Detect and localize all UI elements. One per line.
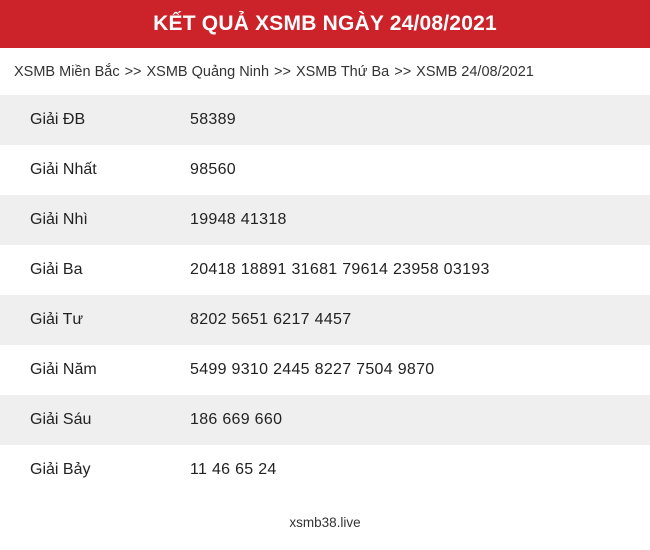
table-row xyxy=(0,195,650,245)
site-name: xsmb38.live xyxy=(289,515,361,530)
prize-numbers: 8202 5651 6217 4457 xyxy=(190,311,352,328)
prize-label: Giải Sáu xyxy=(30,411,92,428)
prize-numbers: 98560 xyxy=(190,161,236,178)
prize-label: Giải Nhì xyxy=(30,211,88,228)
prize-numbers: 19948 41318 xyxy=(190,211,287,228)
prize-label: Giải Tư xyxy=(30,311,84,328)
table-row xyxy=(0,395,650,445)
prize-label: Giải Nhất xyxy=(30,161,97,178)
breadcrumb-item-3[interactable]: XSMB 24/08/2021 xyxy=(416,63,534,80)
prize-numbers: 20418 18891 31681 79614 23958 03193 xyxy=(190,261,490,278)
prize-numbers: 5499 9310 2445 8227 7504 9870 xyxy=(190,361,435,378)
prize-label: Giải Ba xyxy=(30,261,83,278)
prize-label: Giải Bảy xyxy=(30,461,91,478)
results-table xyxy=(0,95,650,495)
prize-label: Giải Năm xyxy=(30,361,97,378)
prize-numbers: 58389 xyxy=(190,111,236,128)
breadcrumb-item-1[interactable]: XSMB Quảng Ninh xyxy=(146,63,270,80)
breadcrumb-item-2[interactable]: XSMB Thứ Ba xyxy=(295,63,390,80)
table-row xyxy=(0,245,650,295)
breadcrumb-separator: >> xyxy=(274,63,291,80)
table-row xyxy=(0,345,650,395)
footer xyxy=(0,495,650,550)
page-title: KẾT QUẢ XSMB NGÀY 24/08/2021 xyxy=(153,12,497,35)
table-row xyxy=(0,145,650,195)
table-row xyxy=(0,95,650,145)
table-row xyxy=(0,295,650,345)
breadcrumb-item-0[interactable]: XSMB Miền Bắc xyxy=(14,63,120,80)
table-row xyxy=(0,445,650,495)
prize-label: Giải ĐB xyxy=(30,111,86,128)
prize-numbers: 11 46 65 24 xyxy=(190,461,277,478)
page-title-bar xyxy=(0,0,650,48)
breadcrumb xyxy=(0,48,650,95)
breadcrumb-separator: >> xyxy=(394,63,412,80)
breadcrumb-separator: >> xyxy=(124,63,142,80)
prize-numbers: 186 669 660 xyxy=(190,411,283,428)
